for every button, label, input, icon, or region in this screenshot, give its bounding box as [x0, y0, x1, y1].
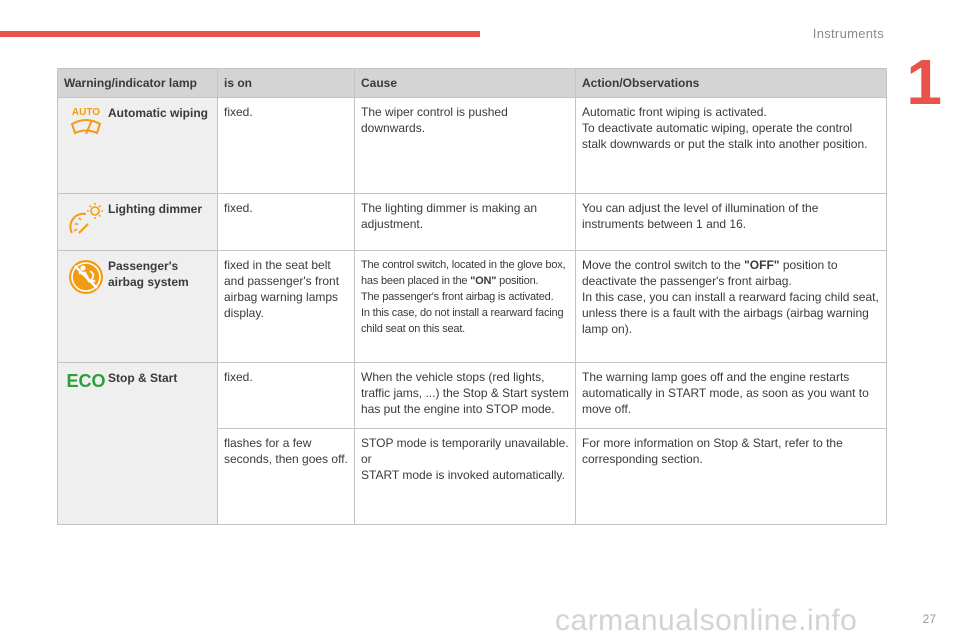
header-cause: Cause	[355, 69, 576, 98]
action-cell: The warning lamp goes off and the engine restarts automatically in START mode, as soon as you want to move off.	[576, 363, 887, 429]
lamp-name: Automatic wiping	[108, 106, 208, 120]
table-row	[58, 98, 887, 194]
is-on-cell: flashes for a few seconds, then goes off.	[218, 429, 355, 525]
chapter-number: 1	[906, 46, 942, 118]
header-is-on: is on	[218, 69, 355, 98]
action-cell: Automatic front wiping is activated. To deactivate automatic wiping, operate the control stalk downwards or put the stalk into another position.	[576, 98, 887, 194]
cause-cell: The lighting dimmer is making an adjustment.	[355, 194, 576, 251]
is-on-cell: fixed.	[218, 363, 355, 429]
header-action: Action/Observations	[576, 69, 887, 98]
cause-cell: When the vehicle stops (red lights, traffic jams, ...) the Stop & Start system has put the engine into STOP mode.	[355, 363, 576, 429]
action-cell: Move the control switch to the "OFF" position to deactivate the passenger's front airbag. In this case, you can install a rearward facing child seat, unless there is a fault with the airbags (airbag warning lamp on).	[576, 251, 887, 363]
lamp-name: Stop & Start	[108, 371, 178, 385]
page-number: 27	[922, 612, 936, 626]
auto-wiper-icon	[64, 104, 108, 146]
svg-text:ECO: ECO	[66, 371, 106, 391]
is-on-cell: fixed.	[218, 194, 355, 251]
is-on-cell: fixed.	[218, 98, 355, 194]
lamp-name: Passenger's airbag system	[108, 259, 189, 289]
accent-bar	[0, 31, 480, 37]
action-cell: You can adjust the level of illumination of the instruments between 1 and 16.	[576, 194, 887, 251]
warning-lamp-table	[57, 68, 887, 525]
action-cell: For more information on Stop & Start, refer to the corresponding section.	[576, 429, 887, 525]
watermark: carmanualsonline.info	[555, 604, 858, 637]
section-title: Instruments	[812, 26, 884, 41]
cause-cell: The wiper control is pushed downwards.	[355, 98, 576, 194]
table-row	[58, 251, 887, 363]
cause-cell: The control switch, located in the glove box, has been placed in the "ON" position. The passenger's front airbag is activated. In this case, do not install a rearward facing child seat on this seat.	[355, 251, 576, 363]
eco-icon	[64, 369, 108, 411]
table-row	[58, 194, 887, 251]
svg-text:AUTO: AUTO	[71, 107, 101, 118]
cause-cell: STOP mode is temporarily unavailable. or START mode is invoked automatically.	[355, 429, 576, 525]
header-warning-lamp: Warning/indicator lamp	[58, 69, 218, 98]
is-on-cell: fixed in the seat belt and passenger's front airbag warning lamps display.	[218, 251, 355, 363]
passenger-airbag-off-icon	[64, 257, 108, 299]
lamp-name: Lighting dimmer	[108, 202, 202, 216]
table-header-row	[58, 69, 887, 98]
lighting-dimmer-icon	[64, 200, 108, 242]
table-row	[58, 363, 887, 429]
